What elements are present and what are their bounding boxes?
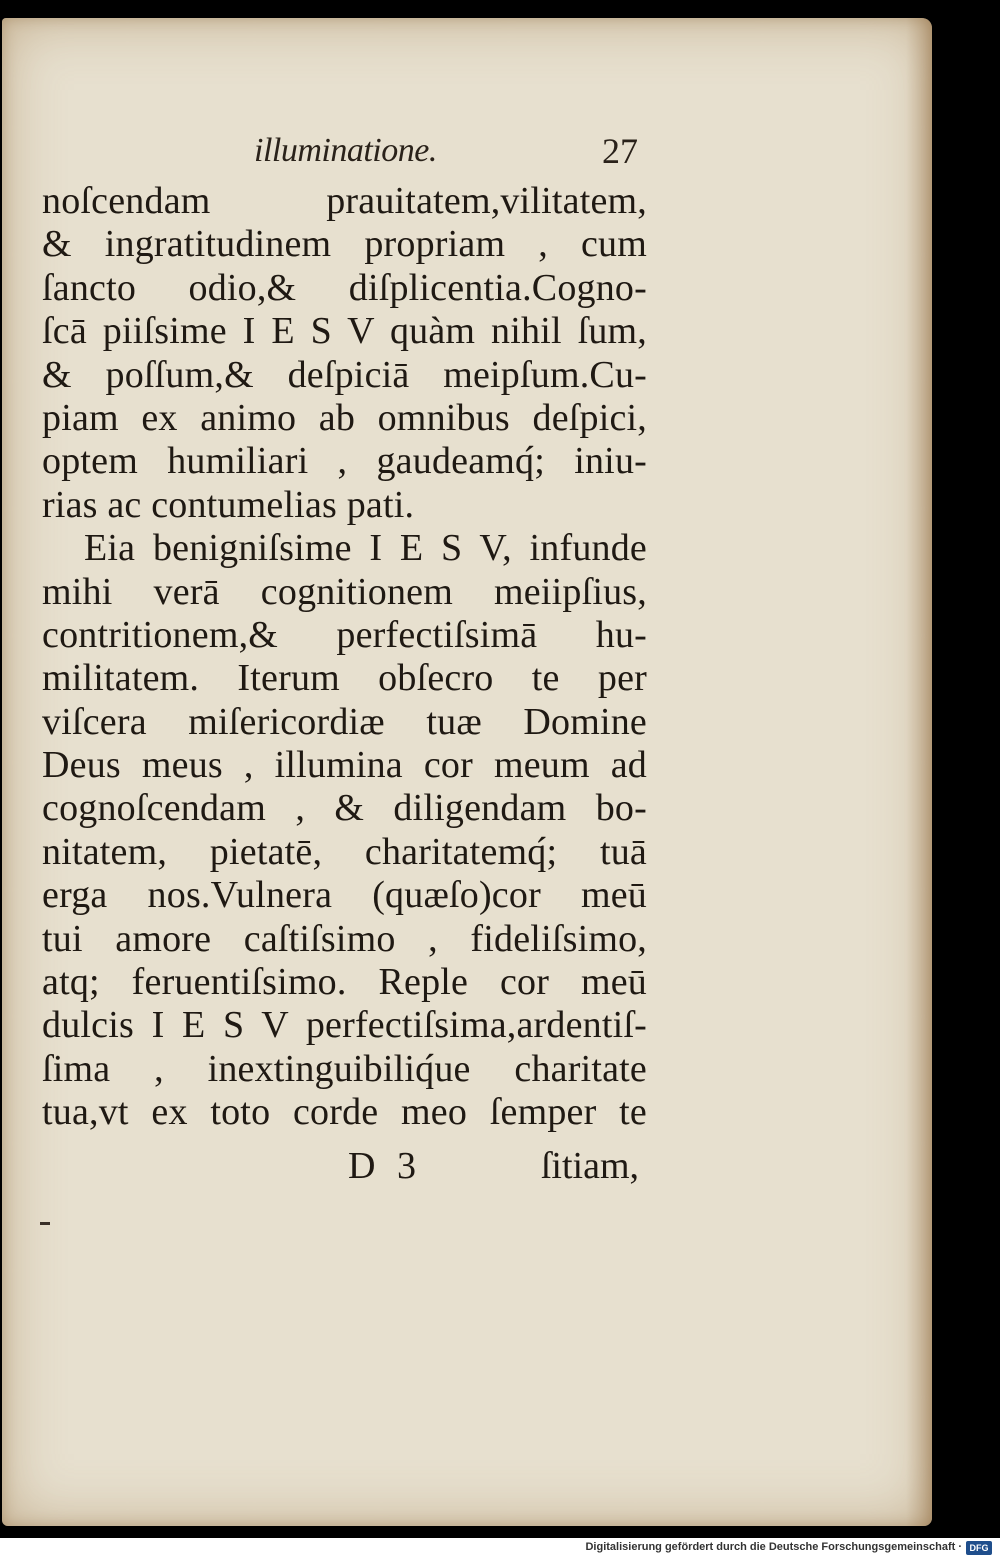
text-line: cognoſcendam , & diligendam bo- <box>42 787 647 830</box>
text-line: viſcera miſericordiæ tuæ Domine <box>42 700 647 743</box>
text-line: ſancto odio,& diſplicentia.Cogno- <box>42 266 647 309</box>
text-line: & poſſum,& deſpiciā meipſum.Cu- <box>42 353 647 396</box>
text-line: militatem. Iterum obſecro te per <box>42 657 647 700</box>
ink-mark <box>40 1222 50 1225</box>
text-line: rias ac contumelias pati. <box>42 483 415 526</box>
book-page <box>2 18 932 1526</box>
text-line: Eia benigniſsime I E S V, infunde <box>84 527 647 570</box>
text-line: atq; feruentiſsimo. Reple cor meū <box>42 961 647 1004</box>
text-line: tui amore caſtiſsimo , fideliſsimo, <box>42 917 647 960</box>
footer-bar <box>0 1538 1000 1559</box>
text-line: & ingratitudinem propriam , cum <box>42 223 647 266</box>
text-line: contritionem,& perfectiſsimā hu- <box>42 613 647 656</box>
body-text <box>42 180 647 1135</box>
text-line: Deus meus , illumina cor meum ad <box>42 744 647 787</box>
catchword: ſitiam, <box>540 1145 639 1187</box>
page-number: 27 <box>602 131 638 171</box>
text-line: erga nos.Vulnera (quæſo)cor meū <box>42 874 647 917</box>
page-edge-shadow <box>906 18 932 1526</box>
funding-credit: Digitalisierung gefördert durch die Deutsche Forschungsgemeinschaft · <box>585 1541 962 1553</box>
text-line: dulcis I E S V perfectiſsima,ardentiſ- <box>42 1004 647 1047</box>
running-head: illuminatione. <box>254 132 437 169</box>
text-line: ſcā piiſsime I E S V quàm nihil ſum, <box>42 310 647 353</box>
dfg-logo-icon: DFG <box>966 1541 992 1555</box>
text-line: mihi verā cognitionem meiipſius, <box>42 570 647 613</box>
text-line: nitatem, pietatē, charitatemq́; tuā <box>42 830 647 873</box>
text-line: optem humiliari , gaudeamq́; iniu- <box>42 440 647 483</box>
signature-line <box>42 1144 647 1194</box>
text-line: tua,vt ex toto corde meo ſemper te <box>42 1091 647 1134</box>
signature-mark: D 3 <box>348 1145 422 1187</box>
page-header <box>2 122 932 172</box>
text-line: noſcendam prauitatem,vilitatem, <box>42 180 647 222</box>
text-line: ſima , inextinguibiliq́ue charitate <box>42 1047 647 1090</box>
text-line: piam ex animo ab omnibus deſpici, <box>42 396 647 439</box>
